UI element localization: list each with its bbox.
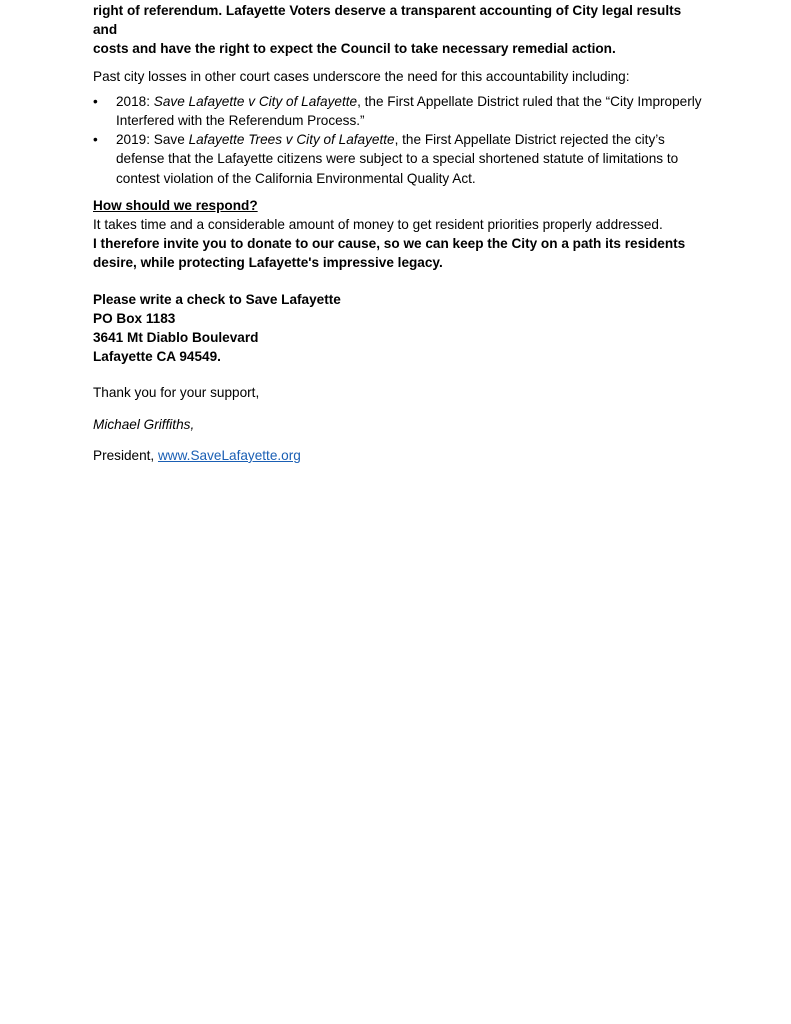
address-line-3: 3641 Mt Diablo Boulevard	[93, 330, 259, 346]
respond-body: It takes time and a considerable amount of money to get resident priorities properly addressed.	[93, 217, 663, 233]
case-year-text: 2018:	[116, 93, 154, 109]
letter-body	[93, 1, 705, 465]
intro-line-1: right of referendum. Lafayette Voters deserve a transparent accounting of City legal results and	[93, 3, 682, 38]
list-item	[93, 92, 705, 130]
list-item	[93, 130, 705, 188]
respond-section	[93, 196, 705, 273]
address-line-2: PO Box 1183	[93, 310, 176, 326]
signature-text: Michael Griffiths,	[93, 416, 195, 432]
bullet-icon: •	[93, 132, 98, 148]
donation-invite: I therefore invite you to donate to our cause, so we can keep the City on a path its residents desire, while protecting Lafayette's impressive legacy.	[93, 236, 686, 271]
case-year-text: 2019: Save	[116, 132, 189, 148]
bullet-icon: •	[93, 93, 98, 109]
mailing-address	[93, 290, 705, 367]
title-prefix: President,	[93, 447, 158, 463]
signature-name	[93, 415, 705, 434]
address-line-1: Please write a check to Save Lafayette	[93, 291, 341, 307]
signature-title	[93, 446, 705, 465]
intro-line-2: costs and have the right to expect the Council to take necessary remedial action.	[93, 41, 616, 57]
case-name: Save Lafayette v City of Lafayette	[153, 93, 358, 109]
court-case-list	[93, 92, 705, 188]
intro-paragraph	[93, 1, 705, 59]
address-line-4: Lafayette CA 94549.	[93, 349, 221, 365]
losses-intro: Past city losses in other court cases underscore the need for this accountability including:	[93, 68, 630, 84]
website-link[interactable]: www.SaveLafayette.org	[157, 447, 301, 463]
thanks-line: Thank you for your support,	[93, 385, 260, 401]
case-name: Lafayette Trees v City of Lafayette	[188, 132, 395, 148]
respond-heading: How should we respond?	[93, 197, 258, 213]
case-description: , the First Appellate District rejected the city’s defense that the Lafayette citizens were subject to a special shortened statute of limitations to contest violation of the California Environmental Quality Act.	[116, 132, 679, 186]
case-description: , the First Appellate District ruled that the “City Improperly Interfered with the Referendum Process.”	[116, 93, 702, 129]
